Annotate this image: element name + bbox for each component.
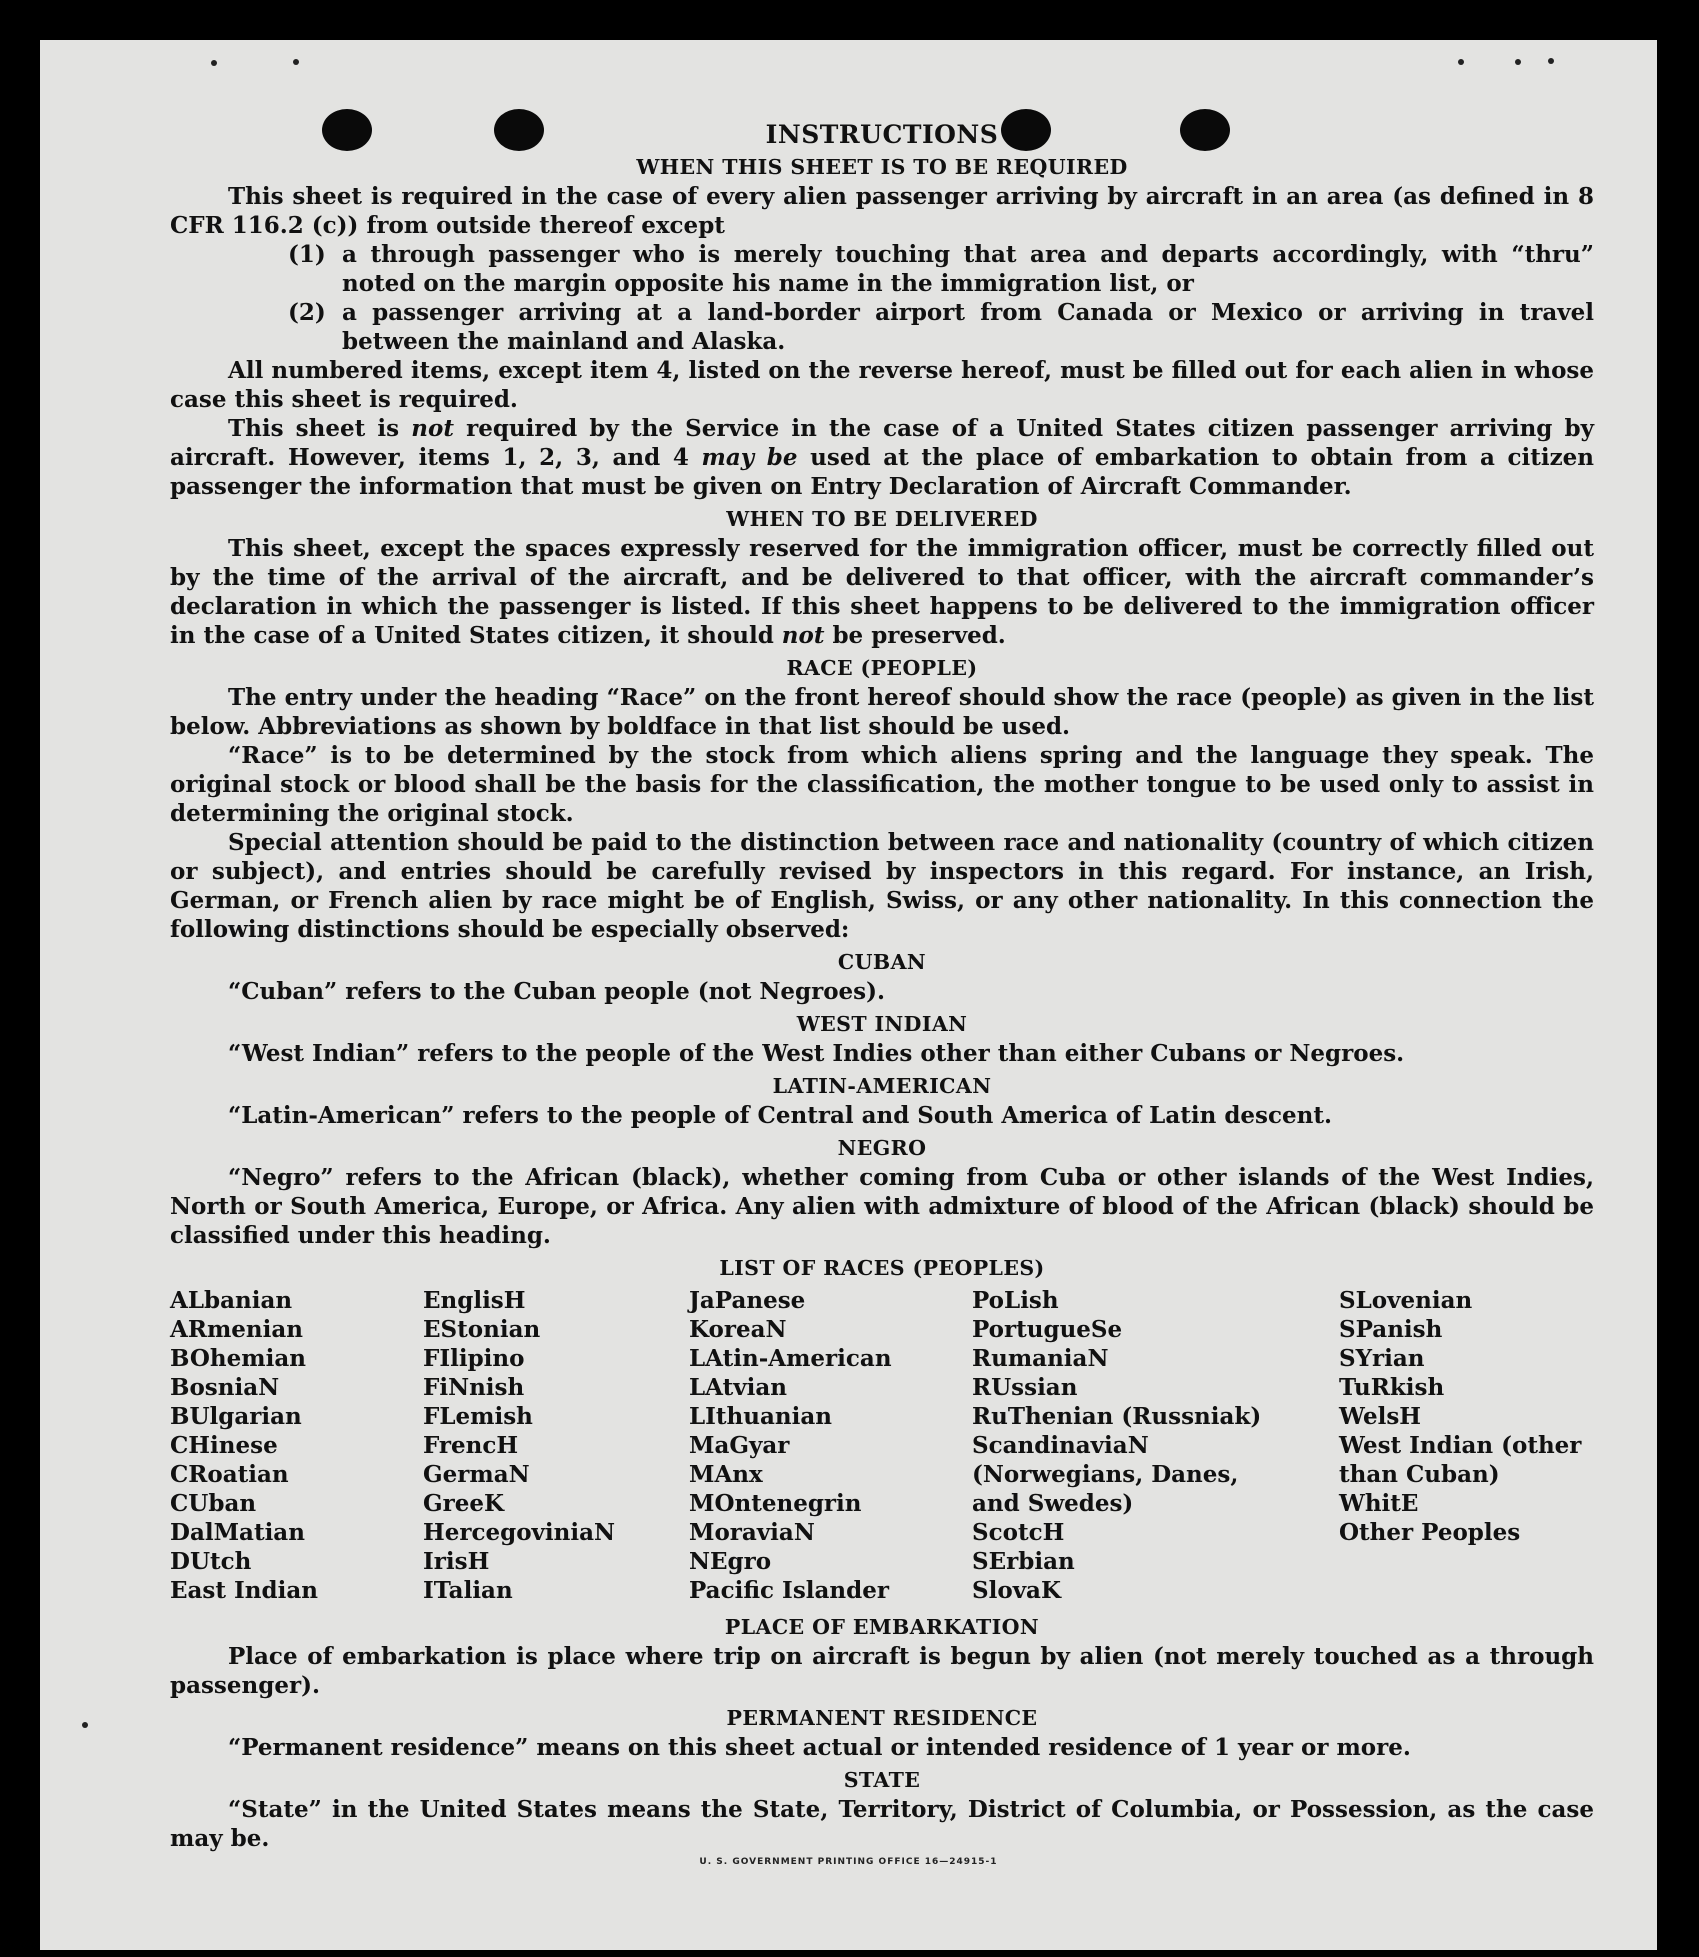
paragraph-negro: “Negro” refers to the African (black), whether coming from Cuba or other islands of the West Indies, North or South America, Europe, or Africa. Any alien with admixture of blood of the African (black) should be classified under this heading. bbox=[170, 1164, 1594, 1249]
paragraph-citizen-passenger bbox=[170, 414, 1594, 501]
list-item-number: (1) bbox=[288, 241, 326, 268]
race-item: LAtvian bbox=[689, 1374, 787, 1401]
heading-west-indian: WEST INDIAN bbox=[796, 1012, 968, 1036]
race-item: FiNnish bbox=[423, 1374, 525, 1401]
heading-residence: PERMANENT RESIDENCE bbox=[726, 1706, 1038, 1730]
races-column bbox=[1339, 1286, 1594, 1605]
race-item: SlovaK bbox=[972, 1577, 1061, 1604]
printing-office-footer: U. S. GOVERNMENT PRINTING OFFICE 16—24915-1 bbox=[699, 1857, 998, 1867]
emphasis-text: not bbox=[781, 622, 825, 649]
races-column bbox=[972, 1286, 1339, 1605]
race-item: East Indian bbox=[170, 1577, 318, 1604]
race-item: IrisH bbox=[423, 1548, 490, 1575]
list-item bbox=[170, 240, 1594, 298]
race-item: MaGyar bbox=[689, 1432, 790, 1459]
speck bbox=[1458, 59, 1464, 65]
paragraph-cuban: “Cuban” refers to the Cuban people (not Negroes). bbox=[228, 978, 886, 1005]
paragraph-race-entry: The entry under the heading “Race” on the front hereof should show the race (people) as given in the list below. Abbreviations as shown by boldface in that list should be used. bbox=[170, 684, 1594, 740]
heading-when-required: WHEN THIS SHEET IS TO BE REQUIRED bbox=[636, 155, 1128, 179]
race-item: HercegoviniaN bbox=[423, 1519, 616, 1546]
race-item: MOntenegrin bbox=[689, 1490, 862, 1517]
race-item: MoraviaN bbox=[689, 1519, 815, 1546]
race-item: West Indian (other than Cuban) bbox=[1339, 1432, 1582, 1488]
speck bbox=[1548, 58, 1554, 64]
race-item: PoLish bbox=[972, 1287, 1059, 1314]
race-item: CHinese bbox=[170, 1432, 278, 1459]
emphasis-text: not bbox=[411, 415, 454, 442]
heading-cuban: CUBAN bbox=[837, 950, 927, 974]
paragraph-latin-american: “Latin-American” refers to the people of Central and South America of Latin descent. bbox=[228, 1102, 1332, 1129]
race-item: BOhemian bbox=[170, 1345, 306, 1372]
race-item: SLovenian bbox=[1339, 1287, 1473, 1314]
list-item-number: (2) bbox=[288, 299, 326, 326]
heading-embarkation: PLACE OF EMBARKATION bbox=[724, 1615, 1040, 1639]
race-item: Pacific Islander bbox=[689, 1577, 889, 1604]
paragraph-race-stock: “Race” is to be determined by the stock from which aliens spring and the language they speak. The original stock or blood shall be the basis for the classification, the mother tongue to be used only to assist in determining the original stock. bbox=[170, 742, 1594, 827]
list-item-text: a through passenger who is merely touching that area and departs accordingly, with “thru” noted on the margin opposite his name in the immigration list, or bbox=[342, 241, 1594, 297]
heading-race: RACE (PEOPLE) bbox=[786, 656, 978, 680]
race-item: SPanish bbox=[1339, 1316, 1443, 1343]
race-item: ScandinaviaN (Norwegians, Danes, and Swedes) bbox=[972, 1432, 1239, 1517]
race-item: RuThenian (Russniak) bbox=[972, 1403, 1262, 1430]
race-item: LAtin-American bbox=[689, 1345, 892, 1372]
race-item: TuRkish bbox=[1339, 1374, 1445, 1401]
speck bbox=[211, 60, 217, 66]
race-item: NEgro bbox=[689, 1548, 772, 1575]
text-run: This sheet is bbox=[228, 415, 412, 442]
document-page bbox=[40, 40, 1657, 1950]
race-item: DUtch bbox=[170, 1548, 252, 1575]
race-item: LIthuanian bbox=[689, 1403, 832, 1430]
race-item: RumaniaN bbox=[972, 1345, 1109, 1372]
list-item-text: a passenger arriving at a land-border airport from Canada or Mexico or arriving in travel between the mainland and Alaska. bbox=[342, 299, 1594, 355]
race-item: WhitE bbox=[1339, 1490, 1419, 1517]
race-item: BUlgarian bbox=[170, 1403, 302, 1430]
paragraph-delivered bbox=[170, 534, 1594, 650]
race-item: KoreaN bbox=[689, 1316, 787, 1343]
speck bbox=[1515, 59, 1521, 65]
race-item: ITalian bbox=[423, 1577, 513, 1604]
paragraph-numbered-items: All numbered items, except item 4, listed on the reverse hereof, must be filled out for each alien in whose case this sheet is required. bbox=[170, 357, 1594, 413]
race-item: MAnx bbox=[689, 1461, 763, 1488]
race-item: EnglisH bbox=[423, 1287, 526, 1314]
race-item: SYrian bbox=[1339, 1345, 1425, 1372]
heading-list-of-races: LIST OF RACES (PEOPLES) bbox=[719, 1256, 1045, 1280]
text-run: used at the place of embarkation to obtain from a citizen passenger the information that must be given on Entry Declaration of Aircraft Commander. bbox=[170, 444, 1595, 500]
heading-latin-american: LATIN-AMERICAN bbox=[772, 1074, 992, 1098]
text-run: be preserved. bbox=[824, 622, 1006, 649]
list-item bbox=[170, 298, 1594, 356]
paragraph-embarkation: Place of embarkation is place where trip on aircraft is begun by alien (not merely touched as a through passenger). bbox=[170, 1643, 1594, 1699]
race-item: PortugueSe bbox=[972, 1316, 1123, 1343]
paragraph-state: “State” in the United States means the State, Territory, District of Columbia, or Possession, as the case may be. bbox=[170, 1796, 1594, 1852]
text-run: required by the Service in the case of a United States citizen passenger arriving by aircraft. However, items 1, 2, 3, and 4 bbox=[170, 415, 1594, 471]
race-item: FLemish bbox=[423, 1403, 533, 1430]
race-item: WelsH bbox=[1339, 1403, 1422, 1430]
race-item: FIlipino bbox=[423, 1345, 525, 1372]
paragraph-west-indian: “West Indian” refers to the people of the West Indies other than either Cubans or Negroes. bbox=[228, 1040, 1405, 1067]
races-list bbox=[170, 1286, 1594, 1605]
races-column bbox=[170, 1286, 423, 1605]
race-item: EStonian bbox=[423, 1316, 541, 1343]
race-item: ARmenian bbox=[170, 1316, 304, 1343]
race-item: BosniaN bbox=[170, 1374, 280, 1401]
race-item: ALbanian bbox=[170, 1287, 293, 1314]
race-item: GermaN bbox=[423, 1461, 530, 1488]
page-title: INSTRUCTIONS bbox=[765, 120, 999, 149]
heading-when-delivered: WHEN TO BE DELIVERED bbox=[726, 507, 1038, 531]
race-item: CRoatian bbox=[170, 1461, 289, 1488]
race-item: SErbian bbox=[972, 1548, 1075, 1575]
race-item: JaPanese bbox=[689, 1287, 806, 1314]
race-item: CUban bbox=[170, 1490, 257, 1517]
race-item: Other Peoples bbox=[1339, 1519, 1521, 1546]
race-item: GreeK bbox=[423, 1490, 505, 1517]
paragraph-residence: “Permanent residence” means on this sheet actual or intended residence of 1 year or more. bbox=[228, 1734, 1411, 1761]
race-item: ScotcH bbox=[972, 1519, 1065, 1546]
heading-negro: NEGRO bbox=[837, 1136, 927, 1160]
race-item: RUssian bbox=[972, 1374, 1078, 1401]
paragraph-race-nationality: Special attention should be paid to the distinction between race and nationality (country of which citizen or subject), and entries should be carefully revised by inspectors in this regard. For instance, an Irish, German, or French alien by race might be of English, Swiss, or any other nationality. In this connection the following distinctions should be especially observed: bbox=[170, 829, 1594, 943]
instructions-body bbox=[170, 120, 1594, 1853]
text-run: This sheet, except the spaces expressly reserved for the immigration officer, must be correctly filled out by the time of the arrival of the aircraft, and be delivered to that officer, with the aircraft commander’s declaration in which the passenger is listed. If this sheet happens to be delivered to the immigration officer in the case of a United States citizen, it should bbox=[170, 535, 1594, 649]
emphasis-text: may be bbox=[701, 444, 798, 471]
race-item: DalMatian bbox=[170, 1519, 305, 1546]
races-column bbox=[689, 1286, 972, 1605]
races-column bbox=[423, 1286, 689, 1605]
speck bbox=[82, 1722, 88, 1728]
paragraph-required-intro: This sheet is required in the case of every alien passenger arriving by aircraft in an area (as defined in 8 CFR 116.2 (c)) from outside thereof except bbox=[170, 183, 1594, 239]
speck bbox=[293, 59, 299, 65]
race-item: FrencH bbox=[423, 1432, 519, 1459]
heading-state: STATE bbox=[843, 1768, 921, 1792]
